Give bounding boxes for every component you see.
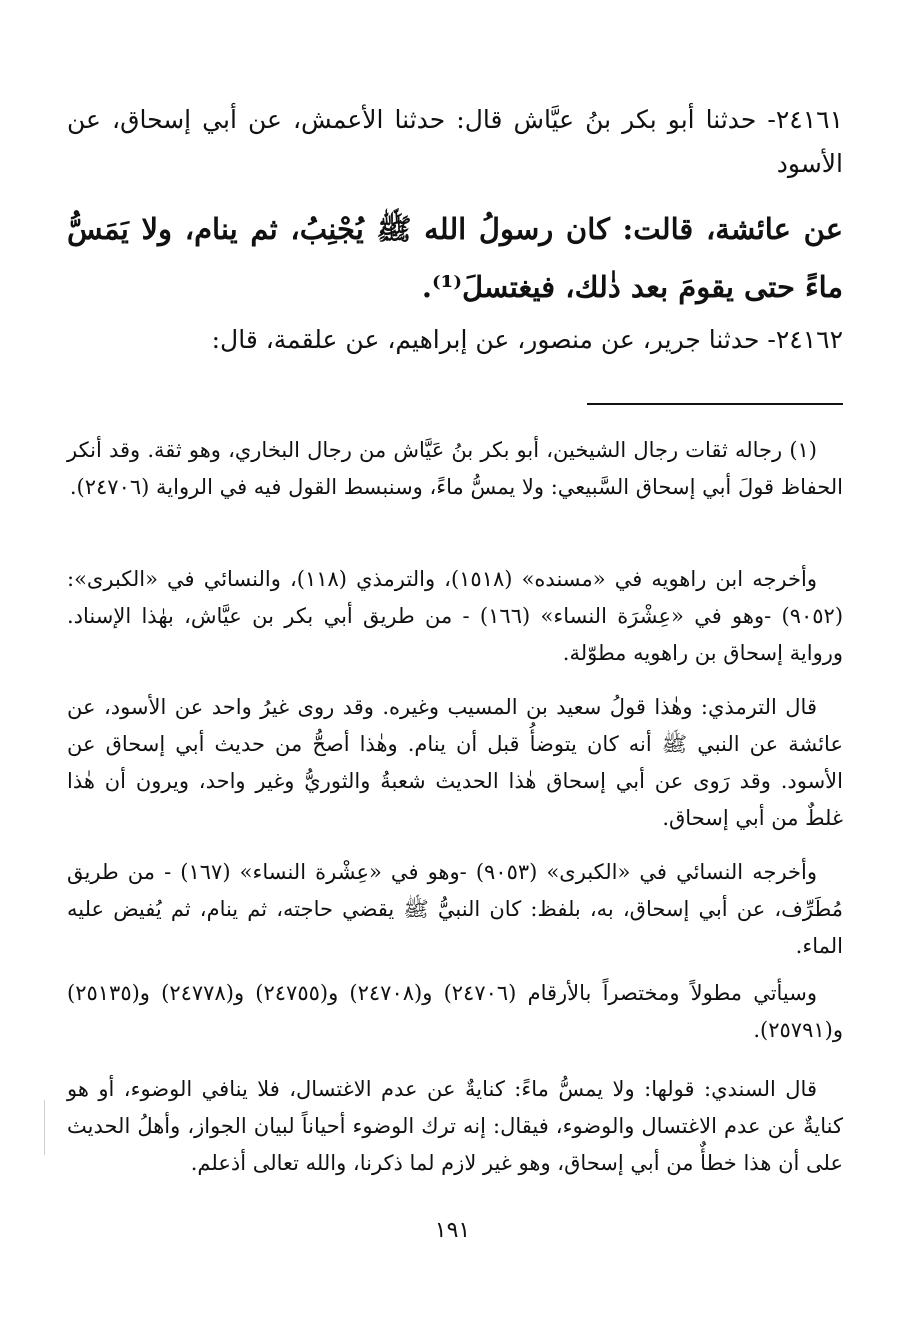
footnote-1-paragraph-6: قال السندي: قولها: ولا يمسُّ ماءً: كنايةٌ عن عدم الاغتسال، فلا ينافي الوضوء، أو هو كنايةٌ عن عدم الاغتسال والوضوء، فيقال: إنه ترك الوضوء أحياناً لبيان الجواز، وأهلُ الحديث على أن هذا خطأٌ من أبي إسحاق، وهو غير لازم لما ذكرنا، والله تعالى أذعلم. [67, 1077, 843, 1175]
hadith-24161-matn: عن عائشة، قالت: كان رسولُ الله ﷺ يُجْنِبُ، ثم ينام، ولا يَمَسُّ ماءً حتى يقومَ بعد ذٰلك، فيغتسلَ⁽¹⁾. [67, 212, 843, 304]
footnote-1-paragraph-2: وأخرجه ابن راهويه في «مسنده» (١٥١٨)، والترمذي (١١٨)، والنسائي في «الكبرى»: (٩٠٥٢) -وهو في «عِشْرَة النساء» (١٦٦) - من طريق أبي بكر بن عيَّاش، بهٰذا الإسناد. ورواية إسحاق بن راهويه مطوّلة. [67, 567, 844, 665]
hadith-24161-intro: ٢٤١٦١- حدثنا أبو بكر بنُ عيَّاش قال: حدثنا الأعمش، عن أبي إسحاق، عن الأسود [67, 105, 843, 178]
footnote-1-paragraph-1: (١) رجاله ثقات رجال الشيخين، أبو بكر بنُ عَيَّاش من رجال البخاري، وهو ثقة. وقد أنكر الحفاظ قولَ أبي إسحاق السَّبيعي: ولا يمسُّ ماءً، وسنبسط القول فيه في الرواية (٢٤٧٠٦). [67, 438, 843, 499]
hadith-24162-intro: ٢٤١٦٢- حدثنا جرير، عن منصور، عن إبراهيم، عن علقمة، قال: [211, 325, 843, 354]
footnote-separator [587, 403, 843, 405]
page-number: ١٩١ [434, 1218, 471, 1243]
footnote-1-paragraph-3: قال الترمذي: وهٰذا قولُ سعيد بن المسيب وغيره. وقد روى غيرُ واحد عن الأسود، عن عائشة عن النبي ﷺ أنه كان يتوضأُ قبل أن ينام. وهٰذا أصحُّ من حديث أبي إسحاق عن الأسود. وقد رَوى عن أبي إسحاق هٰذا الحديث شعبةُ والثوريُّ وغير واحد، ويرون أن هٰذا غلطٌ من أبي إسحاق. [67, 695, 843, 830]
footnote-1-paragraph-4: وأخرجه النسائي في «الكبرى» (٩٠٥٣) -وهو في «عِشْرة النساء» (١٦٧) - من طريق مُطَرِّف، عن أبي إسحاق، به، بلفظ: كان النبيُّ ﷺ يقضي حاجته، ثم ينام، ثم يُفيض عليه الماء. [67, 860, 843, 958]
scan-margin-mark [44, 1100, 45, 1155]
footnote-1-paragraph-5: وسيأتي مطولاً ومختصراً بالأرقام (٢٤٧٠٦) و(٢٤٧٠٨) و(٢٤٧٥٥) و(٢٤٧٧٨) و(٢٥١٣٥) و(٢٥٧٩١). [67, 981, 843, 1042]
